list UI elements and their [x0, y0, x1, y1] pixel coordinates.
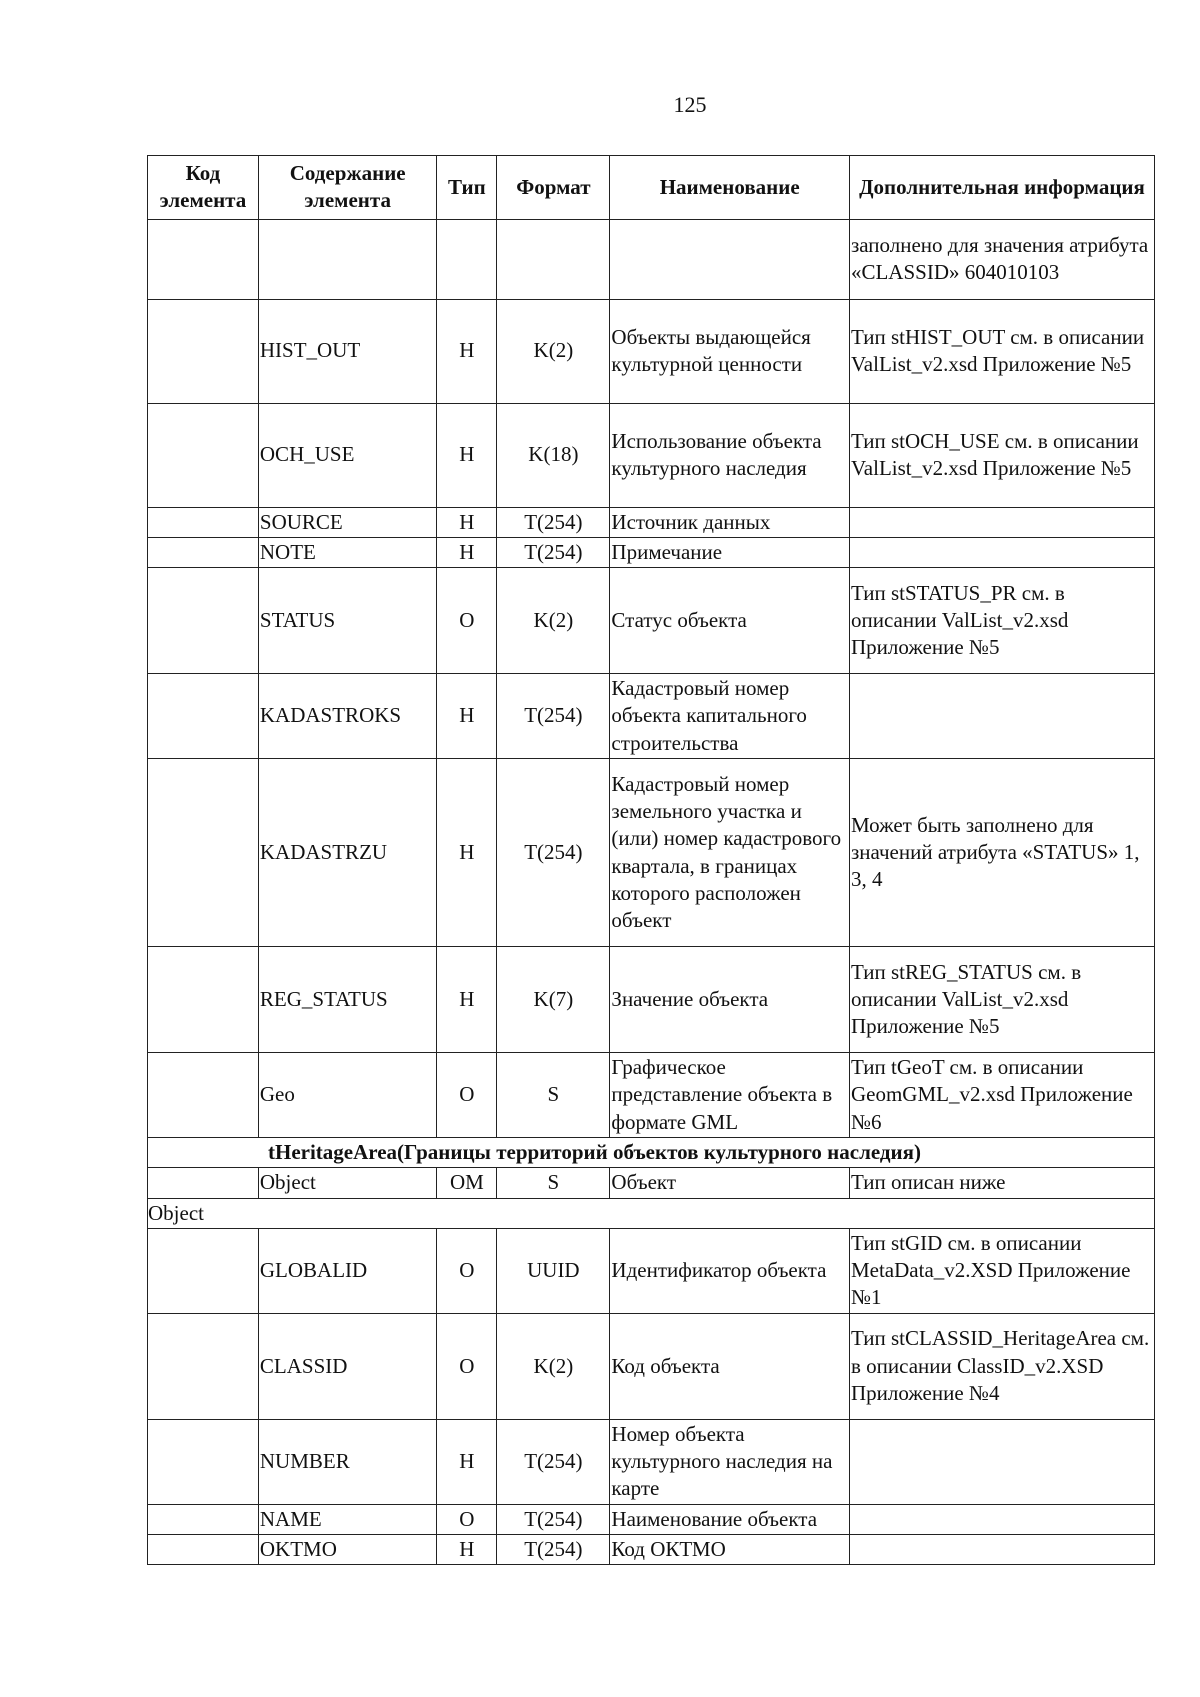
cell-format: K(2) — [497, 299, 610, 403]
table-row — [148, 1168, 1155, 1198]
cell-format: T(254) — [497, 1534, 610, 1564]
cell-type: О — [437, 1228, 497, 1313]
cell-type: Н — [437, 403, 497, 507]
cell-content: CLASSID — [258, 1313, 437, 1419]
table-row — [148, 1228, 1155, 1313]
element-spec-table — [147, 155, 1155, 1565]
cell-code — [148, 537, 259, 567]
cell-content: HIST_OUT — [258, 299, 437, 403]
cell-code — [148, 1313, 259, 1419]
object-label-row — [148, 1198, 1155, 1228]
cell-type: Н — [437, 1534, 497, 1564]
cell-code — [148, 1168, 259, 1198]
header-format: Формат — [497, 156, 610, 220]
cell-name: Статус объекта — [610, 568, 850, 674]
cell-format — [497, 219, 610, 299]
cell-type — [437, 219, 497, 299]
cell-type: О — [437, 568, 497, 674]
cell-type: Н — [437, 299, 497, 403]
cell-info: Тип stSTATUS_PR см. в описании ValList_v2.xsd Приложение №5 — [849, 568, 1154, 674]
table-row — [148, 1053, 1155, 1138]
cell-type: Н — [437, 947, 497, 1053]
cell-name: Использование объекта культурного наследия — [610, 403, 850, 507]
cell-info: Тип stCLASSID_HeritageArea см. в описании ClassID_v2.XSD Приложение №4 — [849, 1313, 1154, 1419]
cell-type: О — [437, 1313, 497, 1419]
cell-name: Источник данных — [610, 507, 850, 537]
cell-type: Н — [437, 759, 497, 947]
header-code: Код элемента — [148, 156, 259, 220]
cell-type: О — [437, 1053, 497, 1138]
cell-format: UUID — [497, 1228, 610, 1313]
cell-content: SOURCE — [258, 507, 437, 537]
cell-info — [849, 1504, 1154, 1534]
table-row — [148, 568, 1155, 674]
cell-code — [148, 759, 259, 947]
cell-format: S — [497, 1168, 610, 1198]
cell-type: Н — [437, 674, 497, 759]
cell-info: заполнено для значения атрибута «CLASSID» 604010103 — [849, 219, 1154, 299]
cell-content: OCH_USE — [258, 403, 437, 507]
cell-type: Н — [437, 507, 497, 537]
cell-format: T(254) — [497, 759, 610, 947]
cell-info — [849, 1419, 1154, 1504]
cell-code — [148, 219, 259, 299]
header-content: Содержание элемента — [258, 156, 437, 220]
cell-info — [849, 537, 1154, 567]
cell-format: T(254) — [497, 674, 610, 759]
cell-format: K(2) — [497, 1313, 610, 1419]
cell-format: K(7) — [497, 947, 610, 1053]
cell-name: Номер объекта культурного наследия на карте — [610, 1419, 850, 1504]
cell-info: Тип stOCH_USE см. в описании ValList_v2.xsd Приложение №5 — [849, 403, 1154, 507]
cell-format: T(254) — [497, 1504, 610, 1534]
cell-content: NOTE — [258, 537, 437, 567]
header-name: Наименование — [610, 156, 850, 220]
cell-content: Geo — [258, 1053, 437, 1138]
cell-code — [148, 1228, 259, 1313]
cell-content: REG_STATUS — [258, 947, 437, 1053]
cell-code — [148, 1534, 259, 1564]
cell-name: Кадастровый номер земельного участка и (или) номер кадастрового квартала, в границах которого расположен объект — [610, 759, 850, 947]
cell-content: STATUS — [258, 568, 437, 674]
cell-code — [148, 507, 259, 537]
cell-code — [148, 1419, 259, 1504]
table-row — [148, 507, 1155, 537]
table-row — [148, 403, 1155, 507]
table-row — [148, 537, 1155, 567]
cell-name: Значение объекта — [610, 947, 850, 1053]
cell-info — [849, 507, 1154, 537]
cell-info — [849, 1534, 1154, 1564]
page-number: 125 — [673, 92, 707, 117]
cell-name: Код объекта — [610, 1313, 850, 1419]
cell-content: OKTMO — [258, 1534, 437, 1564]
table-row — [148, 674, 1155, 759]
cell-name — [610, 219, 850, 299]
cell-content: Object — [258, 1168, 437, 1198]
cell-info — [849, 674, 1154, 759]
header-type: Тип — [437, 156, 497, 220]
table-row — [148, 1534, 1155, 1564]
cell-name: Код ОКТМО — [610, 1534, 850, 1564]
table-row — [148, 1504, 1155, 1534]
cell-info: Тип описан ниже — [849, 1168, 1154, 1198]
cell-name: Объекты выдающейся культурной ценности — [610, 299, 850, 403]
table-header-row — [148, 156, 1155, 220]
cell-code — [148, 403, 259, 507]
cell-content: NUMBER — [258, 1419, 437, 1504]
cell-format: T(254) — [497, 537, 610, 567]
cell-type: О — [437, 1504, 497, 1534]
cell-info: Тип stGID см. в описании MetaData_v2.XSD Приложение №1 — [849, 1228, 1154, 1313]
cell-code — [148, 674, 259, 759]
continuation-row — [148, 219, 1155, 299]
cell-name: Графическое представление объекта в формате GML — [610, 1053, 850, 1138]
table-row — [148, 759, 1155, 947]
cell-name: Кадастровый номер объекта капитального строительства — [610, 674, 850, 759]
cell-code — [148, 568, 259, 674]
cell-type: ОМ — [437, 1168, 497, 1198]
cell-type: Н — [437, 1419, 497, 1504]
table-row — [148, 299, 1155, 403]
cell-format: K(18) — [497, 403, 610, 507]
object-label: Object — [148, 1198, 1155, 1228]
cell-info: Может быть заполнено для значений атрибута «STATUS» 1, 3, 4 — [849, 759, 1154, 947]
cell-format: T(254) — [497, 1419, 610, 1504]
cell-content: NAME — [258, 1504, 437, 1534]
cell-code — [148, 1053, 259, 1138]
section-heading-row — [148, 1137, 1155, 1167]
cell-name: Наименование объекта — [610, 1504, 850, 1534]
cell-format: K(2) — [497, 568, 610, 674]
cell-name: Объект — [610, 1168, 850, 1198]
header-info: Дополнительная информация — [849, 156, 1154, 220]
cell-content: KADASTROKS — [258, 674, 437, 759]
cell-code — [148, 947, 259, 1053]
cell-format: T(254) — [497, 507, 610, 537]
table-row — [148, 1419, 1155, 1504]
cell-format: S — [497, 1053, 610, 1138]
cell-info: Тип stHIST_OUT см. в описании ValList_v2.xsd Приложение №5 — [849, 299, 1154, 403]
cell-content: GLOBALID — [258, 1228, 437, 1313]
table-row — [148, 1313, 1155, 1419]
cell-content — [258, 219, 437, 299]
cell-info: Тип tGeoT см. в описании GeomGML_v2.xsd Приложение №6 — [849, 1053, 1154, 1138]
cell-content: KADASTRZU — [258, 759, 437, 947]
cell-type: Н — [437, 537, 497, 567]
cell-code — [148, 299, 259, 403]
table-row — [148, 947, 1155, 1053]
cell-name: Идентификатор объекта — [610, 1228, 850, 1313]
cell-info: Тип stREG_STATUS см. в описании ValList_v2.xsd Приложение №5 — [849, 947, 1154, 1053]
cell-code — [148, 1504, 259, 1534]
section-heading: tHeritageArea(Границы территорий объектов культурного наследия) — [148, 1137, 1155, 1167]
cell-name: Примечание — [610, 537, 850, 567]
